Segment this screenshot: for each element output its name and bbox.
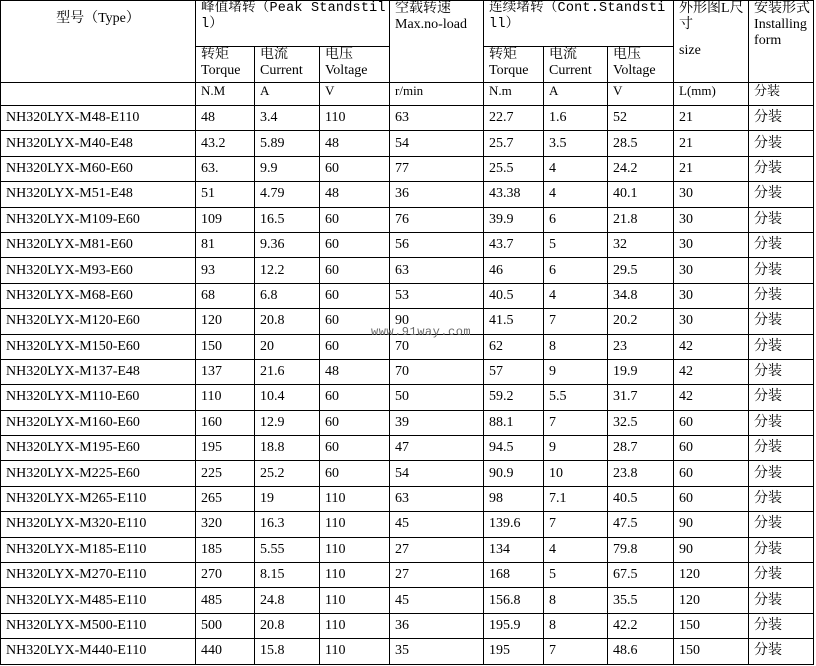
- cell-peak-current: 16.3: [255, 512, 320, 537]
- unit-cont-voltage: V: [608, 83, 674, 106]
- unit-peak-current: A: [255, 83, 320, 106]
- cell-cont-voltage: 40.5: [608, 486, 674, 511]
- cell-cont-current: 7: [544, 309, 608, 334]
- table-row: [1, 613, 814, 638]
- cell-peak-current: 3.4: [255, 106, 320, 131]
- cell-model: NH320LYX-M48-E110: [1, 106, 196, 131]
- cell-peak-voltage: 60: [320, 258, 390, 283]
- cell-model: NH320LYX-M485-E110: [1, 588, 196, 613]
- cell-dimension: 42: [674, 359, 749, 384]
- cell-cont-voltage: 42.2: [608, 613, 674, 638]
- cell-noload-speed: 36: [390, 182, 484, 207]
- cell-dimension: 30: [674, 182, 749, 207]
- cell-noload-speed: 63: [390, 258, 484, 283]
- cell-peak-voltage: 48: [320, 131, 390, 156]
- cell-cont-current: 10: [544, 461, 608, 486]
- cell-install-form: 分装: [749, 283, 814, 308]
- noload-speed-label-cn: 空载转速: [395, 1, 452, 16]
- cell-install-form: 分装: [749, 410, 814, 435]
- cell-dimension: 120: [674, 563, 749, 588]
- cell-cont-current: 5.5: [544, 385, 608, 410]
- cell-peak-torque: 48: [196, 106, 255, 131]
- cell-model: NH320LYX-M110-E60: [1, 385, 196, 410]
- cell-dimension: 30: [674, 207, 749, 232]
- cell-cont-torque: 134: [484, 537, 544, 562]
- table-row: [1, 639, 814, 664]
- cell-cont-voltage: 35.5: [608, 588, 674, 613]
- cell-cont-torque: 168: [484, 563, 544, 588]
- cell-noload-speed: 76: [390, 207, 484, 232]
- cell-noload-speed: 77: [390, 156, 484, 181]
- cell-peak-torque: 440: [196, 639, 255, 664]
- table-row: [1, 106, 814, 131]
- cell-model: NH320LYX-M320-E110: [1, 512, 196, 537]
- cell-dimension: 150: [674, 613, 749, 638]
- cell-install-form: 分装: [749, 436, 814, 461]
- cell-peak-current: 8.15: [255, 563, 320, 588]
- cell-peak-torque: 500: [196, 613, 255, 638]
- peak-voltage-en: Voltage: [325, 63, 368, 78]
- cell-peak-torque: 110: [196, 385, 255, 410]
- cont-torque-en: Torque: [489, 63, 529, 78]
- table-row: [1, 537, 814, 562]
- cell-dimension: 120: [674, 588, 749, 613]
- cell-peak-current: 5.55: [255, 537, 320, 562]
- cell-dimension: 30: [674, 309, 749, 334]
- dimension-header: [674, 1, 749, 83]
- unit-blank: [1, 83, 196, 106]
- noload-speed-label-en: Max.no-load: [395, 17, 467, 32]
- cell-dimension: 60: [674, 486, 749, 511]
- cell-cont-torque: 41.5: [484, 309, 544, 334]
- cell-cont-current: 4: [544, 537, 608, 562]
- cell-peak-torque: 51: [196, 182, 255, 207]
- cell-cont-current: 5: [544, 232, 608, 257]
- cont-torque-cn: 转矩: [489, 47, 518, 62]
- cell-noload-speed: 63: [390, 106, 484, 131]
- cell-peak-current: 18.8: [255, 436, 320, 461]
- cell-install-form: 分装: [749, 232, 814, 257]
- cell-install-form: 分装: [749, 309, 814, 334]
- cell-cont-current: 6: [544, 207, 608, 232]
- peak-current-header: [255, 47, 320, 83]
- cell-cont-voltage: 52: [608, 106, 674, 131]
- cell-cont-torque: 25.5: [484, 156, 544, 181]
- cell-cont-current: 8: [544, 613, 608, 638]
- cell-peak-torque: 160: [196, 410, 255, 435]
- dimension-label-en: size: [679, 43, 701, 58]
- cont-torque-header: [484, 47, 544, 83]
- cell-cont-current: 7.1: [544, 486, 608, 511]
- cell-install-form: 分装: [749, 182, 814, 207]
- peak-torque-en: Torque: [201, 63, 241, 78]
- cell-cont-torque: 39.9: [484, 207, 544, 232]
- unit-noload-speed: r/min: [390, 83, 484, 106]
- cell-noload-speed: 39: [390, 410, 484, 435]
- cell-dimension: 60: [674, 410, 749, 435]
- cell-peak-current: 20: [255, 334, 320, 359]
- peak-torque-cn: 转矩: [201, 47, 229, 62]
- cell-peak-voltage: 60: [320, 461, 390, 486]
- peak-current-en: Current: [260, 63, 303, 78]
- table-row: [1, 309, 814, 334]
- unit-peak-voltage: V: [320, 83, 390, 106]
- cell-model: NH320LYX-M160-E60: [1, 410, 196, 435]
- cell-install-form: 分装: [749, 385, 814, 410]
- cell-peak-torque: 225: [196, 461, 255, 486]
- watermark: www.91way.com: [371, 325, 472, 339]
- unit-install-form: 分装: [749, 83, 814, 106]
- table-row: [1, 156, 814, 181]
- unit-peak-torque: N.M: [196, 83, 255, 106]
- cell-peak-current: 9.9: [255, 156, 320, 181]
- cell-cont-current: 3.5: [544, 131, 608, 156]
- unit-cont-current: A: [544, 83, 608, 106]
- cell-peak-current: 12.9: [255, 410, 320, 435]
- cell-cont-current: 5: [544, 563, 608, 588]
- cell-peak-voltage: 110: [320, 563, 390, 588]
- cell-cont-torque: 43.7: [484, 232, 544, 257]
- cell-install-form: 分装: [749, 131, 814, 156]
- cell-cont-voltage: 34.8: [608, 283, 674, 308]
- cell-cont-torque: 88.1: [484, 410, 544, 435]
- cell-cont-torque: 46: [484, 258, 544, 283]
- cell-noload-speed: 47: [390, 436, 484, 461]
- cell-model: NH320LYX-M81-E60: [1, 232, 196, 257]
- cell-peak-torque: 320: [196, 512, 255, 537]
- cell-noload-speed: 54: [390, 131, 484, 156]
- cell-cont-voltage: 23.8: [608, 461, 674, 486]
- cell-model: NH320LYX-M40-E48: [1, 131, 196, 156]
- cell-model: NH320LYX-M195-E60: [1, 436, 196, 461]
- cell-model: NH320LYX-M120-E60: [1, 309, 196, 334]
- cell-peak-torque: 81: [196, 232, 255, 257]
- table-row: [1, 588, 814, 613]
- cell-model: NH320LYX-M68-E60: [1, 283, 196, 308]
- cont-voltage-header: [608, 47, 674, 83]
- cell-peak-voltage: 60: [320, 232, 390, 257]
- units-row: [1, 83, 814, 106]
- cell-noload-speed: 36: [390, 613, 484, 638]
- cell-peak-torque: 265: [196, 486, 255, 511]
- cont-current-en: Current: [549, 63, 592, 78]
- peak-voltage-cn: 电压: [325, 47, 353, 62]
- cont-current-header: [544, 47, 608, 83]
- cell-cont-voltage: 31.7: [608, 385, 674, 410]
- cell-model: NH320LYX-M109-E60: [1, 207, 196, 232]
- cell-noload-speed: 53: [390, 283, 484, 308]
- cell-dimension: 60: [674, 436, 749, 461]
- cell-cont-voltage: 79.8: [608, 537, 674, 562]
- cell-peak-torque: 185: [196, 537, 255, 562]
- cell-noload-speed: 54: [390, 461, 484, 486]
- table-body: [1, 106, 814, 665]
- cell-cont-voltage: 47.5: [608, 512, 674, 537]
- cell-noload-speed: 56: [390, 232, 484, 257]
- cell-cont-current: 9: [544, 436, 608, 461]
- cell-cont-voltage: 24.2: [608, 156, 674, 181]
- dimension-label-cn: 外形图L尺寸: [679, 1, 744, 32]
- cell-install-form: 分装: [749, 334, 814, 359]
- cell-dimension: 21: [674, 156, 749, 181]
- cell-dimension: 30: [674, 232, 749, 257]
- cell-peak-voltage: 60: [320, 334, 390, 359]
- cell-cont-current: 7: [544, 410, 608, 435]
- cell-dimension: 60: [674, 461, 749, 486]
- cell-peak-voltage: 110: [320, 613, 390, 638]
- cell-cont-current: 8: [544, 334, 608, 359]
- cell-noload-speed: 70: [390, 334, 484, 359]
- cont-voltage-cn: 电压: [613, 47, 642, 62]
- cell-cont-current: 4: [544, 156, 608, 181]
- cell-peak-voltage: 60: [320, 207, 390, 232]
- cell-install-form: 分装: [749, 207, 814, 232]
- peak-voltage-header: [320, 47, 390, 83]
- cell-install-form: 分装: [749, 461, 814, 486]
- cell-cont-torque: 40.5: [484, 283, 544, 308]
- cell-install-form: 分装: [749, 563, 814, 588]
- cell-cont-current: 7: [544, 512, 608, 537]
- cell-peak-current: 16.5: [255, 207, 320, 232]
- cell-peak-torque: 270: [196, 563, 255, 588]
- peak-standstill-header: 峰值堵转（Peak Standstill）: [196, 1, 390, 47]
- cell-model: NH320LYX-M500-E110: [1, 613, 196, 638]
- cell-cont-voltage: 67.5: [608, 563, 674, 588]
- cell-model: NH320LYX-M137-E48: [1, 359, 196, 384]
- cell-cont-torque: 62: [484, 334, 544, 359]
- cell-peak-voltage: 110: [320, 106, 390, 131]
- cell-noload-speed: 27: [390, 563, 484, 588]
- cell-model: NH320LYX-M93-E60: [1, 258, 196, 283]
- cell-cont-torque: 195: [484, 639, 544, 664]
- cell-cont-voltage: 20.2: [608, 309, 674, 334]
- cell-cont-voltage: 28.7: [608, 436, 674, 461]
- cell-install-form: 分装: [749, 613, 814, 638]
- cell-peak-current: 20.8: [255, 613, 320, 638]
- cell-cont-torque: 156.8: [484, 588, 544, 613]
- cell-cont-current: 1.6: [544, 106, 608, 131]
- table-row: [1, 182, 814, 207]
- cell-cont-voltage: 23: [608, 334, 674, 359]
- cell-noload-speed: 27: [390, 537, 484, 562]
- cell-cont-voltage: 29.5: [608, 258, 674, 283]
- cell-install-form: 分装: [749, 156, 814, 181]
- cell-peak-voltage: 110: [320, 512, 390, 537]
- cell-dimension: 21: [674, 106, 749, 131]
- cell-install-form: 分装: [749, 588, 814, 613]
- cell-cont-current: 4: [544, 283, 608, 308]
- unit-cont-torque: N.m: [484, 83, 544, 106]
- cell-model: NH320LYX-M150-E60: [1, 334, 196, 359]
- cell-peak-current: 21.6: [255, 359, 320, 384]
- cont-voltage-en: Voltage: [613, 63, 656, 78]
- cell-install-form: 分装: [749, 106, 814, 131]
- cell-dimension: 90: [674, 537, 749, 562]
- peak-torque-header: [196, 47, 255, 83]
- cell-cont-torque: 22.7: [484, 106, 544, 131]
- table-row: [1, 436, 814, 461]
- cont-current-cn: 电流: [549, 47, 578, 62]
- cell-cont-current: 6: [544, 258, 608, 283]
- cell-peak-voltage: 60: [320, 309, 390, 334]
- cell-peak-voltage: 60: [320, 156, 390, 181]
- type-header: 型号（Type）: [1, 1, 196, 83]
- cell-cont-voltage: 28.5: [608, 131, 674, 156]
- cell-dimension: 42: [674, 385, 749, 410]
- cell-cont-current: 8: [544, 588, 608, 613]
- table-row: [1, 283, 814, 308]
- cell-cont-torque: 25.7: [484, 131, 544, 156]
- cell-install-form: 分装: [749, 639, 814, 664]
- cell-dimension: 21: [674, 131, 749, 156]
- cell-model: NH320LYX-M440-E110: [1, 639, 196, 664]
- table-header: [1, 1, 814, 106]
- cell-peak-current: 24.8: [255, 588, 320, 613]
- cell-peak-voltage: 110: [320, 486, 390, 511]
- cell-install-form: 分装: [749, 537, 814, 562]
- cell-peak-torque: 485: [196, 588, 255, 613]
- cell-cont-voltage: 48.6: [608, 639, 674, 664]
- cell-peak-current: 6.8: [255, 283, 320, 308]
- cell-peak-current: 25.2: [255, 461, 320, 486]
- cell-peak-current: 9.36: [255, 232, 320, 257]
- cell-peak-torque: 43.2: [196, 131, 255, 156]
- table-row: [1, 207, 814, 232]
- table-row: [1, 131, 814, 156]
- cell-model: NH320LYX-M60-E60: [1, 156, 196, 181]
- cell-cont-torque: 57: [484, 359, 544, 384]
- cell-dimension: 90: [674, 512, 749, 537]
- cell-peak-current: 4.79: [255, 182, 320, 207]
- cell-noload-speed: 90: [390, 309, 484, 334]
- install-form-label-cn: 安装形式: [754, 1, 811, 16]
- table-row: [1, 486, 814, 511]
- table-row: [1, 410, 814, 435]
- cell-install-form: 分装: [749, 512, 814, 537]
- cell-peak-torque: 63.: [196, 156, 255, 181]
- cell-peak-torque: 68: [196, 283, 255, 308]
- cell-peak-current: 5.89: [255, 131, 320, 156]
- cell-noload-speed: 45: [390, 512, 484, 537]
- table-row: [1, 512, 814, 537]
- install-form-label-en: Installing form: [754, 17, 807, 48]
- cell-cont-voltage: 32: [608, 232, 674, 257]
- cell-peak-voltage: 110: [320, 588, 390, 613]
- cell-noload-speed: 50: [390, 385, 484, 410]
- cell-model: NH320LYX-M265-E110: [1, 486, 196, 511]
- cell-peak-voltage: 110: [320, 639, 390, 664]
- table-row: [1, 232, 814, 257]
- cell-peak-torque: 120: [196, 309, 255, 334]
- cell-peak-voltage: 60: [320, 410, 390, 435]
- cell-peak-voltage: 110: [320, 537, 390, 562]
- table-row: [1, 461, 814, 486]
- cell-cont-torque: 98: [484, 486, 544, 511]
- noload-speed-header: [390, 1, 484, 83]
- cell-peak-current: 10.4: [255, 385, 320, 410]
- install-form-header: [749, 1, 814, 83]
- unit-dimension: L(mm): [674, 83, 749, 106]
- cell-install-form: 分装: [749, 359, 814, 384]
- cell-peak-torque: 195: [196, 436, 255, 461]
- cell-noload-speed: 70: [390, 359, 484, 384]
- cell-peak-voltage: 60: [320, 436, 390, 461]
- cell-dimension: 30: [674, 283, 749, 308]
- cell-model: NH320LYX-M270-E110: [1, 563, 196, 588]
- cell-dimension: 30: [674, 258, 749, 283]
- cell-cont-torque: 43.38: [484, 182, 544, 207]
- cell-cont-voltage: 19.9: [608, 359, 674, 384]
- cell-dimension: 150: [674, 639, 749, 664]
- cell-peak-current: 20.8: [255, 309, 320, 334]
- cell-peak-current: 12.2: [255, 258, 320, 283]
- cell-cont-torque: 59.2: [484, 385, 544, 410]
- cont-standstill-header: 连续堵转（Cont.Standstill）: [484, 1, 674, 47]
- cell-cont-current: 7: [544, 639, 608, 664]
- cell-peak-voltage: 48: [320, 182, 390, 207]
- cell-cont-voltage: 32.5: [608, 410, 674, 435]
- cell-cont-torque: 90.9: [484, 461, 544, 486]
- table-row: [1, 385, 814, 410]
- cell-model: NH320LYX-M225-E60: [1, 461, 196, 486]
- cell-noload-speed: 45: [390, 588, 484, 613]
- table-row: [1, 258, 814, 283]
- cell-noload-speed: 35: [390, 639, 484, 664]
- cell-cont-torque: 139.6: [484, 512, 544, 537]
- cell-peak-voltage: 60: [320, 283, 390, 308]
- table-row: [1, 359, 814, 384]
- table-row: [1, 334, 814, 359]
- cell-peak-voltage: 60: [320, 385, 390, 410]
- cell-model: NH320LYX-M51-E48: [1, 182, 196, 207]
- table-row: [1, 563, 814, 588]
- peak-current-cn: 电流: [260, 47, 288, 62]
- cell-dimension: 42: [674, 334, 749, 359]
- cell-cont-current: 9: [544, 359, 608, 384]
- cell-peak-torque: 93: [196, 258, 255, 283]
- cell-cont-voltage: 21.8: [608, 207, 674, 232]
- cell-peak-torque: 150: [196, 334, 255, 359]
- cell-cont-voltage: 40.1: [608, 182, 674, 207]
- cell-peak-current: 15.8: [255, 639, 320, 664]
- cell-peak-voltage: 48: [320, 359, 390, 384]
- cell-peak-torque: 137: [196, 359, 255, 384]
- cell-peak-current: 19: [255, 486, 320, 511]
- cell-peak-torque: 109: [196, 207, 255, 232]
- cell-noload-speed: 63: [390, 486, 484, 511]
- cell-install-form: 分装: [749, 258, 814, 283]
- cell-cont-torque: 94.5: [484, 436, 544, 461]
- cell-model: NH320LYX-M185-E110: [1, 537, 196, 562]
- cell-cont-torque: 195.9: [484, 613, 544, 638]
- cell-cont-current: 4: [544, 182, 608, 207]
- cell-install-form: 分装: [749, 486, 814, 511]
